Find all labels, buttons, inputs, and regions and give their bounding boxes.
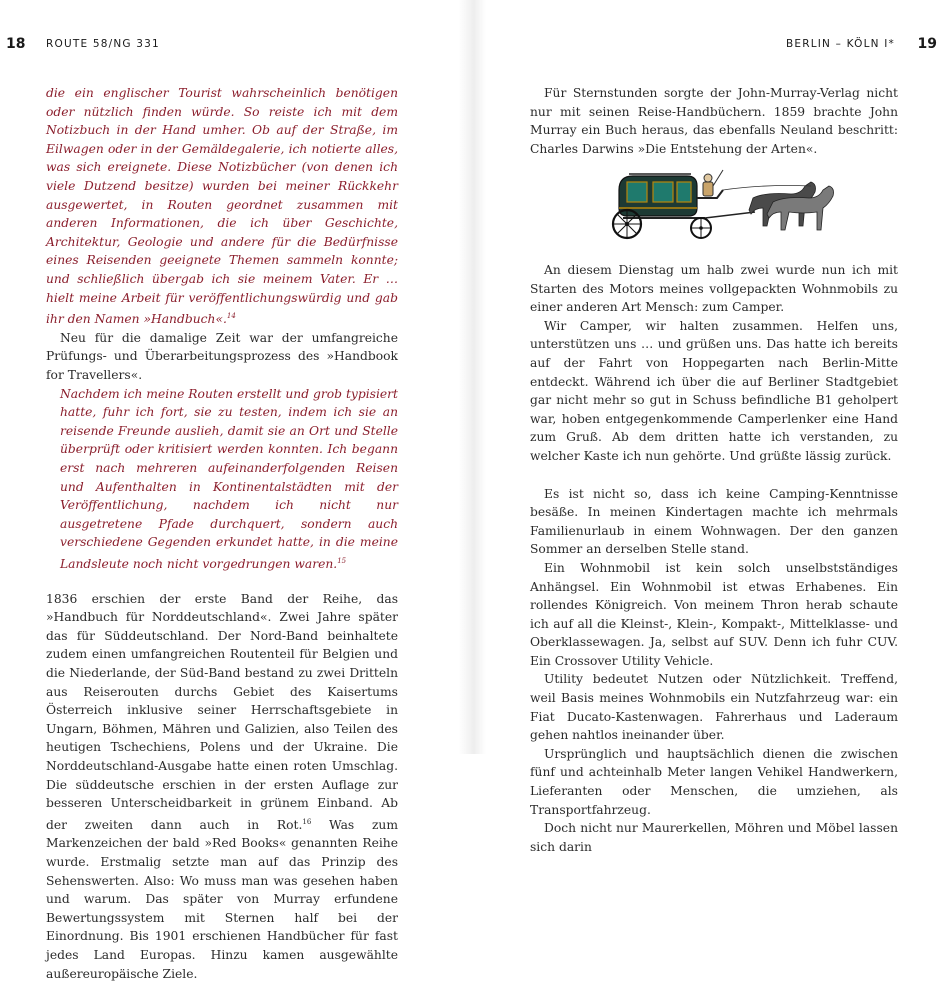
horse-carriage-icon [605, 168, 905, 240]
paragraph: Doch nicht nur Maurerkellen, Möhren und Möbel lassen sich darin [530, 821, 898, 854]
paragraph: Es ist nicht so, dass ich keine Camping-Kenntnisse besäße. In meinen Kindertagen machte ich mehrmals Familienurlaub in einem Wohnwagen. Der den ganzen Sommer an derselben Stelle stand. [530, 486, 898, 557]
book-gutter [458, 0, 486, 754]
right-page-number: 19 [917, 36, 937, 52]
footnote-marker: 16 [302, 817, 312, 826]
paragraph-text: 1836 erschien der erste Band der Reihe, das »Handbuch für Norddeutschland«. Zwei Jahre später das für Süddeutschland. Der Nord-Band beinhaltete zudem einen umfangreichen Routenteil für Belgien und die Niederlande, der Süd-Band bestand zu zwei Dritteln aus Reiserouten durchs Gebiet des Kaisertums Österreich inklusive seiner Herrschaftsgebiete in Ungarn, Böhmen, Mähren und Galizien, also Teilen des heutigen Tschechiens, Polens und der Ukraine. Die Norddeutschland-Ausgabe hatte einen roten Umschlag. Die süddeutsche erschien in der ersten Auflage zur besseren Unterscheidbarkeit in grünem Einband. Ab der zweiten dann auch in Rot. [46, 591, 398, 832]
footnote-marker: 15 [337, 556, 347, 565]
paragraph: Ein Wohnmobil ist kein solch unselbstständiges Anhängsel. Ein Wohnmobil ist etwas Erhabenes. Ein rollendes Königreich. Von meinem Thron herab schaute ich auf all die Kleinst-, Klein-, Kompakt-, Mittelklasse- und Oberklassewagen. Ja, selbst auf SUV. Denn ich fuhr CUV. Ein Crossover Utility Vehicle. [530, 560, 898, 668]
left-running-title: ROUTE 58/NG 331 [46, 38, 160, 50]
right-page-text-top [530, 84, 898, 158]
left-page-number: 18 [6, 36, 26, 52]
paragraph: An diesem Dienstag um halb zwei wurde nun ich mit Starten des Motors meines vollgepackten Wohnmobils zu einer anderen Art Mensch: zum Camper. [530, 263, 898, 315]
quote-block [46, 84, 398, 329]
left-page-text [46, 84, 398, 983]
paragraph [46, 590, 398, 983]
paragraph-text: Was zum Markenzeichen der bald »Red Books« genannten Reihe wurde. Erstmalig setzte man auf das Prinzip des Sehenswerten. Also: Wo muss man was gesehen haben und warum. Das später von Murray erfundene Bewertungssystem mit Sternen half bei der Einordnung. Bis 1901 erschienen Handbücher für fast jedes Land Europas. Hinzu kamen ausgewählte außereuropäische Ziele. [46, 817, 398, 981]
quote-text: Nachdem ich meine Routen erstellt und grob typisiert hatte, fuhr ich fort, sie zu testen, indem ich sie an reisende Freunde auslieh, damit sie an Ort und Stelle überprüft oder kritisiert werden konnten. Ich begann erst nach mehreren aufeinanderfolgenden Reisen und Aufenthalten in Kontinentalstädten mit der Veröffentlichung, nachdem ich nicht nur ausgetretene Pfade durchquert, sondern auch verschiedene Gegenden erkundet hatte, in die meine Landsleute noch nicht vorgedrungen waren. [60, 386, 398, 572]
paragraph: Neu für die damalige Zeit war der umfangreiche Prüfungs- und Überarbeitungsprozess des »Handbook for Travellers«. [46, 330, 398, 382]
right-page-text-bottom [530, 261, 898, 856]
paragraph: Für Sternstunden sorgte der John-Murray-Verlag nicht nur mit seinen Reise-Handbüchern. 1859 brachte John Murray ein Buch heraus, das ebenfalls Neuland beschritt: Charles Darwins »Die Entstehung der Arten«. [530, 86, 898, 156]
paragraph: Utility bedeutet Nutzen oder Nützlichkeit. Treffend, weil Basis meines Wohnmobils ein Nutzfahrzeug war: ein Fiat Ducato-Kastenwagen. Fahrerhaus und Laderaum gehen nahtlos ineinander über. [530, 672, 898, 743]
footnote-marker: 14 [226, 312, 236, 321]
quote-block [46, 385, 398, 574]
paragraph: Wir Camper, wir halten zusammen. Helfen uns, unterstützen uns … und grüßen uns. Das hatte ich bereits auf der Fahrt von Hoppegarten nach Berlin-Mitte entdeckt. Während ich über die auf Berliner Stadtgebiet gar nicht mehr so gut in Schuss befindliche B1 geholpert war, hoben entgegenkommende Camperlenker eine Hand zum Gruß. Ab dem dritten hatte ich verstanden, zu welcher Kaste ich nun gehörte. Und grüßte lässig zurück. [530, 318, 898, 463]
paragraph: Ursprünglich und hauptsächlich dienen die zwischen fünf und achteinhalb Meter langen Vehikel Handwerkern, Lieferanten oder Menschen, die umziehen, als Transportfahrzeug. [530, 746, 898, 817]
quote-text: die ein englischer Tourist wahrscheinlich benötigen oder nützlich finden würde. So reiste ich mit dem Notizbuch in der Hand umher. Ob auf der Straße, im Eilwagen oder in der Gemäldegalerie, ich notierte alles, was sich ereignete. Diese Notizbücher (von denen ich viele Dutzend besitze) wurden bei meiner Rückkehr ausgewertet, in Routen geordnet zusammen mit anderen Informationen, die ich über Geschichte, Architektur, Geologie und andere für die Bedürfnisse eines Reisenden geeignete Themen sammeln konnte; und schließlich übergab ich sie meinem Vater. Er … hielt meine Arbeit für veröffentlichungswürdig und gab ihr den Namen »Handbuch«. [46, 86, 398, 327]
right-running-title: BERLIN – KÖLN I* [785, 38, 895, 50]
